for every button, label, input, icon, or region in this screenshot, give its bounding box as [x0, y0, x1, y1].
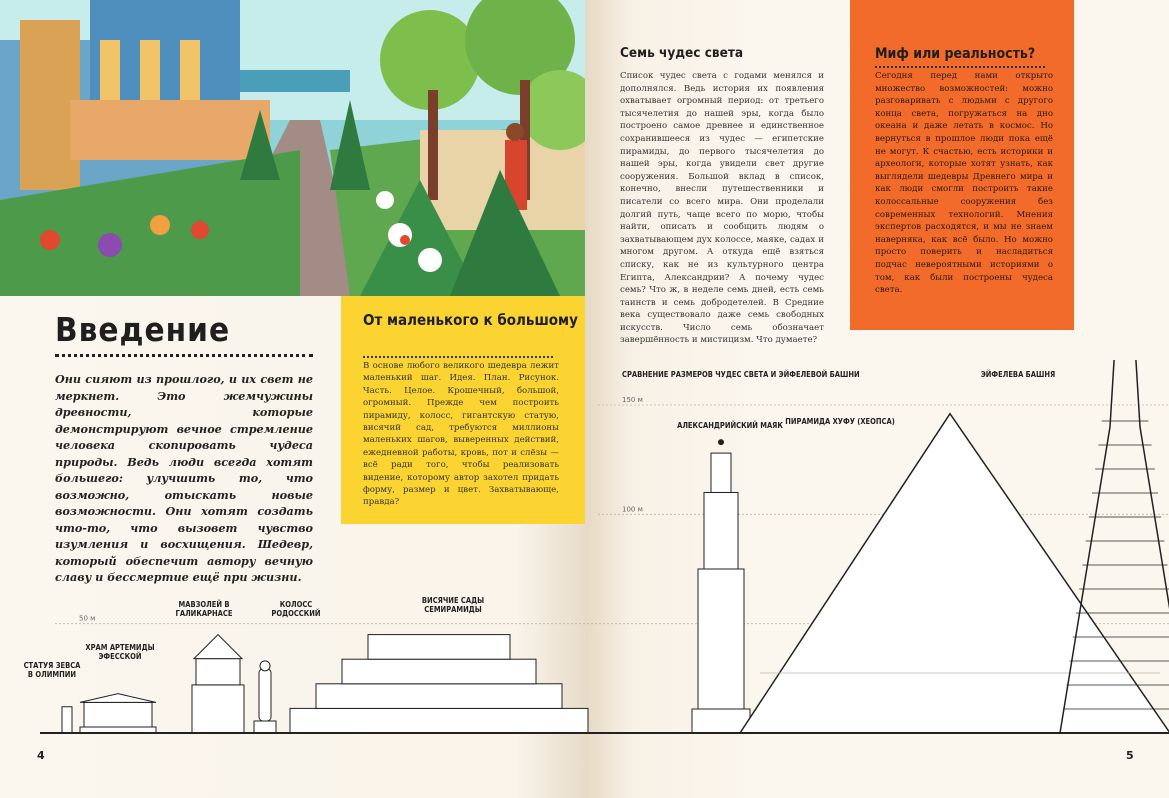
garden-terrace	[342, 659, 536, 684]
building-6	[692, 439, 750, 733]
seven-wonders-title: Семь чудес света	[620, 45, 744, 61]
building-label: ВИСЯЧИЕ САДЫ	[421, 596, 485, 605]
hanging-gardens-illustration	[0, 0, 585, 296]
lighthouse-base	[692, 709, 750, 733]
colossus-figure	[259, 669, 271, 721]
page-number-left: 4	[37, 749, 45, 762]
building-label: РОДОССКИЙ	[271, 609, 321, 618]
building-label: В ОЛИМПИИ	[27, 670, 77, 679]
small-to-big-title: От маленького к большому	[363, 311, 578, 329]
myth-title: Миф или реальность?	[875, 46, 1036, 62]
chart-buildings	[62, 360, 1169, 733]
garden-terrace	[316, 684, 562, 709]
building-label: ЭФЕССКОЙ	[98, 652, 142, 661]
zeus-figure	[62, 707, 72, 733]
building-4	[254, 661, 276, 733]
building-label: СТАТУЯ ЗЕВСА	[23, 661, 81, 670]
building-label: ПИРАМИДА ХУФУ (ХЕОПСА)	[785, 417, 895, 426]
small-to-big-text: В основе любого великого шедевра лежит маленький шаг. Идея. План. Рисунок. Часть. Целое. Крошечный, большой, огромный. Прежде чем построить пирамиду, колосс, гигантскую статую, висячий сад, требуются миллионы маленьких шагов, выверенных действий, ежедневной работы, кровь, пот и слёзы — всё ради того, чтобы реализовать видение, которому автор захотел придать форму, размер и цвет. Захватывающе, правда?	[363, 361, 559, 508]
building-label: МАВЗОЛЕЙ В	[178, 600, 230, 609]
lighthouse-tier-2	[704, 492, 738, 569]
intro-text: Они сияют из прошлого, и их свет не меркнет. Это жемчужины древности, которые демонстрируют вечное стремление человека скопировать чудеса природы. Ведь люди всегда хотят большего: улучшить то, что возможно, отыскать новые возможности. Они хотят создать что-то, что вызовет чувство изумления и восхищения. Шедевр, который обеспечит автору вечную славу и бессмертие ещё при жизни.	[55, 372, 313, 584]
box-divider	[363, 356, 553, 358]
lighthouse-tier-3	[711, 453, 731, 492]
lighthouse-statue	[718, 439, 724, 445]
building-label: АЛЕКСАНДРИЙСКИЙ МАЯК	[677, 421, 783, 430]
building-5	[290, 635, 588, 733]
mausoleum-roof	[194, 635, 242, 659]
building-3	[192, 635, 244, 733]
garden-terrace	[368, 635, 510, 660]
colossus-head	[260, 661, 270, 671]
building-2	[80, 694, 156, 733]
building-label: ГАЛИКАРНАСЕ	[175, 609, 233, 618]
colossus-pedestal	[254, 721, 276, 733]
temple-columns	[84, 702, 152, 727]
myth-divider	[875, 66, 1045, 68]
tick-label: 150 м	[622, 396, 643, 404]
intro-title: Введение	[55, 310, 231, 349]
title-divider	[55, 354, 313, 357]
page-number-right: 5	[1126, 749, 1134, 762]
tick-label: 50 м	[79, 614, 96, 623]
seven-wonders-text: Список чудес света с годами менялся и дополнялся. Ведь история их появления охватывает огромный период: от третьего тысячелетия до нашей эры, когда было построено самое древнее и единственное сохранившееся из чудес — египетские пирамиды, до первого тысячелетия до нашей эры, когда увидели свет другие сооружения. Большой вклад в список, конечно, внесли путешественники и писатели со всего мира. Они проделали долгий путь, чаще всего по морю, чтобы найти, описать и сообщить людям о захватывающем дух колоссе, маяке, садах и многом другом. А откуда ещё взяться списку, как не из культурного центра Египта, Александрии? А почему чудес семь? Что ж, в неделе семь дней, есть семь таинств и семь добродетелей. В Средние века существовало даже семь свободных искусств. Число семь обозначает завершённость и мистицизм. Что думаете?	[620, 71, 824, 346]
building-label: ЭЙФЕЛЕВА БАШНЯ	[980, 370, 1056, 379]
temple-pediment	[80, 694, 156, 703]
myth-box	[850, 0, 1074, 330]
building-label: КОЛОСС	[279, 600, 313, 609]
building-1	[62, 707, 72, 733]
lighthouse-tier-1	[698, 569, 744, 709]
myth-text: Сегодня перед нами открыто множество возможностей: можно разговаривать с людьми с другого конца света, погружаться на дно океана и даже летать в космос. Но вернуться в прошлое люди пока ещё не могут. К счастью, есть историки и археологи, которые хотят узнать, как выглядели шедевры Древнего мира и как люди смогли построить такие колоссальные сооружения без современных технологий. Мнения экспертов расходятся, и мы не знаем наверняка, как всё было. Но можно просто поверить и насладиться подчас невероятными историями о том, как были построены чудеса света.	[875, 71, 1053, 296]
garden-terrace	[290, 708, 588, 733]
building-label: СЕМИРАМИДЫ	[424, 605, 482, 614]
mausoleum-base	[192, 685, 244, 733]
building-label: ХРАМ АРТЕМИДЫ	[85, 643, 155, 652]
size-comparison-chart	[0, 360, 1169, 760]
mausoleum-colonnade	[196, 659, 240, 685]
chart-title: СРАВНЕНИЕ РАЗМЕРОВ ЧУДЕС СВЕТА И ЭЙФЕЛЕВОЙ БАШНИ	[622, 370, 860, 379]
tick-label: 100 м	[622, 505, 643, 514]
